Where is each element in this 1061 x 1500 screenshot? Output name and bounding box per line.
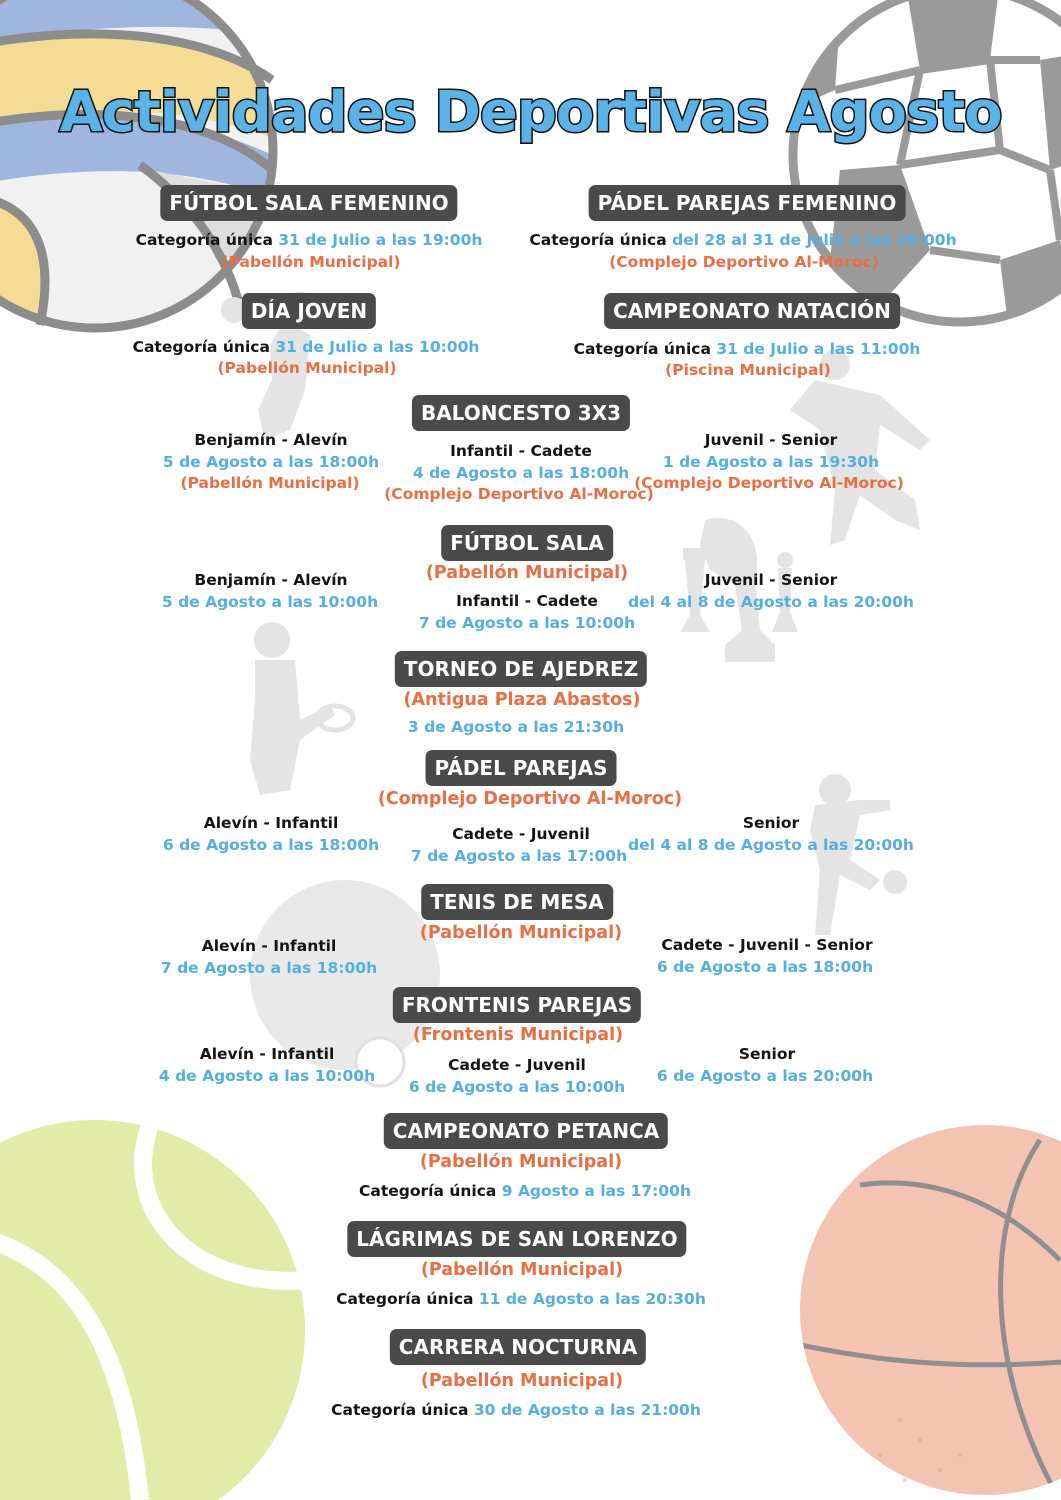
venue-text: (Piscina Municipal)	[665, 361, 831, 379]
venue-text: (Antigua Plaza Abastos)	[403, 690, 641, 710]
date-text: 6 de Agosto a las 10:00h	[408, 1078, 626, 1096]
date-text: 31 de Julio a las 11:00h	[716, 340, 921, 358]
volleyball-icon	[0, 0, 300, 330]
venue-text: (Frontenis Municipal)	[412, 1025, 624, 1045]
date-text: 30 de Agosto a las 21:00h	[473, 1401, 701, 1419]
soccer-ball-icon	[790, 0, 1061, 340]
event-lagrimas-title: LÁGRIMAS DE SAN LORENZO	[347, 1221, 686, 1257]
date-text: 6 de Agosto a las 18:00h	[162, 836, 380, 854]
event-campeonato-natacion-info	[574, 339, 921, 360]
event-padel-parejas-title: PÁDEL PAREJAS	[426, 750, 617, 786]
date-text: 31 de Julio a las 19:00h	[278, 231, 483, 249]
event-tenis-mesa-title: TENIS DE MESA	[421, 884, 613, 920]
category-label: Categoría única	[336, 1290, 474, 1308]
category-label: Juvenil - Senior	[704, 431, 838, 449]
date-text: 4 de Agosto a las 10:00h	[158, 1067, 376, 1085]
date-text: 5 de Agosto a las 18:00h	[162, 453, 380, 471]
category-label: Alevín - Infantil	[203, 814, 339, 832]
category-label: Senior	[742, 814, 800, 832]
event-petanca-title: CAMPEONATO PETANCA	[384, 1113, 668, 1149]
event-baloncesto-title: BALONCESTO 3X3	[412, 395, 630, 431]
event-padel-parejas-femenino-title: PÁDEL PAREJAS FEMENINO	[589, 185, 906, 221]
venue-text: (Pabellón Municipal)	[419, 923, 623, 943]
event-petanca-info	[359, 1181, 691, 1202]
event-ajedrez-title: TORNEO DE AJEDREZ	[395, 651, 647, 687]
date-text: 31 de Julio a las 10:00h	[275, 338, 480, 356]
date-text: 3 de Agosto a las 21:30h	[407, 718, 625, 736]
event-futbol-sala-title: FÚTBOL SALA	[441, 525, 613, 561]
event-campeonato-natacion-title: CAMPEONATO NATACIÓN	[604, 293, 900, 329]
event-futbol-sala-femenino-info	[136, 230, 483, 251]
event-lagrimas-info	[336, 1289, 706, 1310]
tennis-ball-icon	[0, 1120, 310, 1500]
date-text: del 28 al 31 de Julio a las 20:00h	[672, 231, 957, 249]
category-label: Categoría única	[573, 340, 711, 358]
event-carrera-info	[331, 1400, 701, 1421]
event-padel-parejas-femenino-info	[529, 230, 956, 251]
category-label: Alevín - Infantil	[199, 1045, 335, 1063]
venue-text: (Complejo Deportivo Al-Moroc)	[384, 485, 654, 503]
venue-text: (Complejo Deportivo Al-Moroc)	[634, 474, 904, 492]
event-frontenis-title: FRONTENIS PAREJAS	[393, 987, 641, 1023]
venue-text: (Pabellón Municipal)	[419, 1152, 623, 1172]
venue-text: (Pabellón Municipal)	[425, 563, 629, 583]
category-label: Infantil - Cadete	[450, 442, 592, 460]
date-text: del 4 al 8 de Agosto a las 20:00h	[628, 836, 914, 854]
venue-text: (Pabellón Municipal)	[180, 474, 360, 492]
event-futbol-sala-femenino-title: FÚTBOL SALA FEMENINO	[160, 185, 457, 221]
date-text: 6 de Agosto a las 20:00h	[656, 1067, 874, 1085]
category-label: Cadete - Juvenil	[452, 825, 590, 843]
category-label: Alevín - Infantil	[201, 937, 337, 955]
event-dia-joven-info	[133, 337, 480, 358]
date-text: 5 de Agosto a las 10:00h	[161, 593, 379, 611]
date-text: 1 de Agosto a las 19:30h	[662, 453, 880, 471]
event-carrera-title: CARRERA NOCTURNA	[390, 1329, 646, 1365]
date-text: 7 de Agosto a las 17:00h	[410, 847, 628, 865]
date-text: del 4 al 8 de Agosto a las 20:00h	[628, 593, 914, 611]
date-text: 7 de Agosto a las 10:00h	[418, 614, 636, 632]
category-label: Cadete - Juvenil - Senior	[661, 936, 873, 954]
event-dia-joven-title: DÍA JOVEN	[242, 293, 376, 329]
venue-text: (Pabellón Municipal)	[221, 253, 401, 271]
category-label: Categoría única	[135, 231, 273, 249]
basketball-icon	[800, 1125, 1061, 1500]
category-label: Categoría única	[331, 1401, 469, 1419]
category-label: Benjamín - Alevín	[194, 431, 348, 449]
date-text: 4 de Agosto a las 18:00h	[412, 464, 630, 482]
venue-text: (Pabellón Municipal)	[420, 1371, 624, 1391]
category-label: Senior	[738, 1045, 796, 1063]
venue-text: (Complejo Deportivo Al-Moroc)	[377, 789, 683, 809]
category-label: Benjamín - Alevín	[194, 571, 348, 589]
date-text: 11 de Agosto a las 20:30h	[478, 1290, 706, 1308]
category-label: Cadete - Juvenil	[448, 1056, 586, 1074]
category-label: Categoría única	[132, 338, 270, 356]
date-text: 7 de Agosto a las 18:00h	[160, 959, 378, 977]
category-label: Infantil - Cadete	[456, 592, 598, 610]
venue-text: (Pabellón Municipal)	[217, 359, 397, 377]
venue-text: (Pabellón Municipal)	[420, 1260, 624, 1280]
venue-text: (Complejo Deportivo Al-Moroc)	[609, 253, 879, 271]
date-text: 6 de Agosto a las 18:00h	[656, 958, 874, 976]
category-label: Categoría única	[359, 1182, 497, 1200]
page-title: Actividades Deportivas Agosto	[59, 80, 1002, 145]
date-text: 9 Agosto a las 17:00h	[501, 1182, 691, 1200]
category-label: Juvenil - Senior	[704, 571, 838, 589]
category-label: Categoría única	[529, 231, 667, 249]
